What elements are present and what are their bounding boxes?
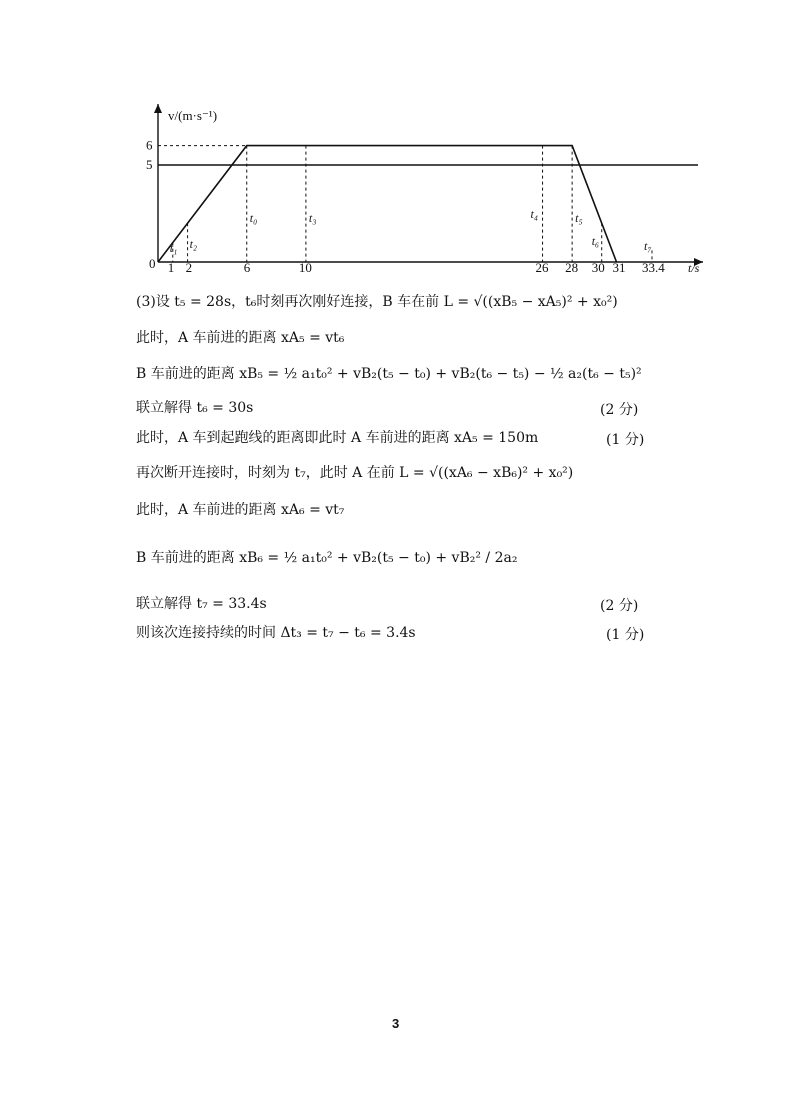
score-dt3: (1 分) (606, 627, 645, 643)
score-t7: (2 分) (600, 598, 639, 614)
time-marker-label: t₄ (530, 207, 539, 221)
graph-marks (146, 138, 698, 275)
x-tick-label: 30 (591, 260, 605, 275)
solution-line-6: 再次断开连接时，时刻为 t₇，此时 A 在前 L = √((xA₆ − xB₆)² + x₀²) (136, 465, 574, 481)
time-marker-label: t₀ (249, 211, 258, 225)
y-axis-arrow (154, 104, 162, 113)
time-marker-label: t₂ (189, 237, 198, 251)
velocity-time-graph (0, 0, 800, 290)
x-axis-label: t/s (688, 261, 700, 275)
series-line-1 (158, 146, 617, 262)
time-marker-label: t₃ (308, 211, 317, 225)
solution-line-2: 此时，A 车前进的距离 xA₅ = vt₆ (136, 330, 345, 346)
x-tick-label: 31 (612, 260, 626, 275)
solution-line-8: B 车前进的距离 xB₆ = ½ a₁t₀² + vB₂(t₅ − t₀) + vB₂² / 2a₂ (136, 550, 518, 566)
graph-axes (149, 104, 703, 275)
solution-line-5: 此时，A 车到起跑线的距离即此时 A 车前进的距离 xA₅ = 150m (136, 430, 539, 446)
y-axis-label: v/(m·s⁻¹) (168, 108, 218, 123)
x-tick-label: 6 (243, 260, 251, 275)
solution-line-10: 则该次连接持续的时间 Δt₃ = t₇ − t₆ = 3.4s (136, 625, 416, 641)
x-tick-label: 28 (565, 260, 579, 275)
time-marker-label: t₅ (575, 211, 583, 225)
origin-label: 0 (149, 256, 156, 271)
solution-line-3: B 车前进的距离 xB₅ = ½ a₁t₀² + vB₂(t₅ − t₀) + vB₂(t₆ − t₅) − ½ a₂(t₆ − t₅)² (136, 366, 642, 382)
score-xa5: (1 分) (606, 432, 645, 448)
x-tick-label: 10 (298, 260, 312, 275)
solution-line-7: 此时，A 车前进的距离 xA₆ = vt₇ (136, 502, 345, 518)
solution-line-4: 联立解得 t₆ = 30s (136, 400, 254, 416)
y-tick-label: 6 (146, 137, 153, 153)
x-tick-label: 33.4 (642, 260, 665, 275)
x-tick-label: 1 (167, 260, 175, 275)
solution-line-9: 联立解得 t₇ = 33.4s (136, 596, 267, 612)
time-marker-label: t₇ (644, 239, 652, 253)
page-number: 3 (392, 1016, 400, 1031)
y-tick-label: 5 (146, 157, 153, 172)
time-marker-label: t₁ (169, 241, 178, 255)
x-tick-label: 26 (535, 260, 549, 275)
solution-line-1: (3)设 t₅ = 28s，t₆时刻再次刚好连接，B 车在前 L = √((xB₅ − xA₅)² + x₀²) (136, 294, 618, 310)
x-tick-label: 2 (185, 260, 193, 275)
score-t6: (2 分) (600, 402, 639, 418)
time-marker-label: t₆ (591, 234, 600, 248)
